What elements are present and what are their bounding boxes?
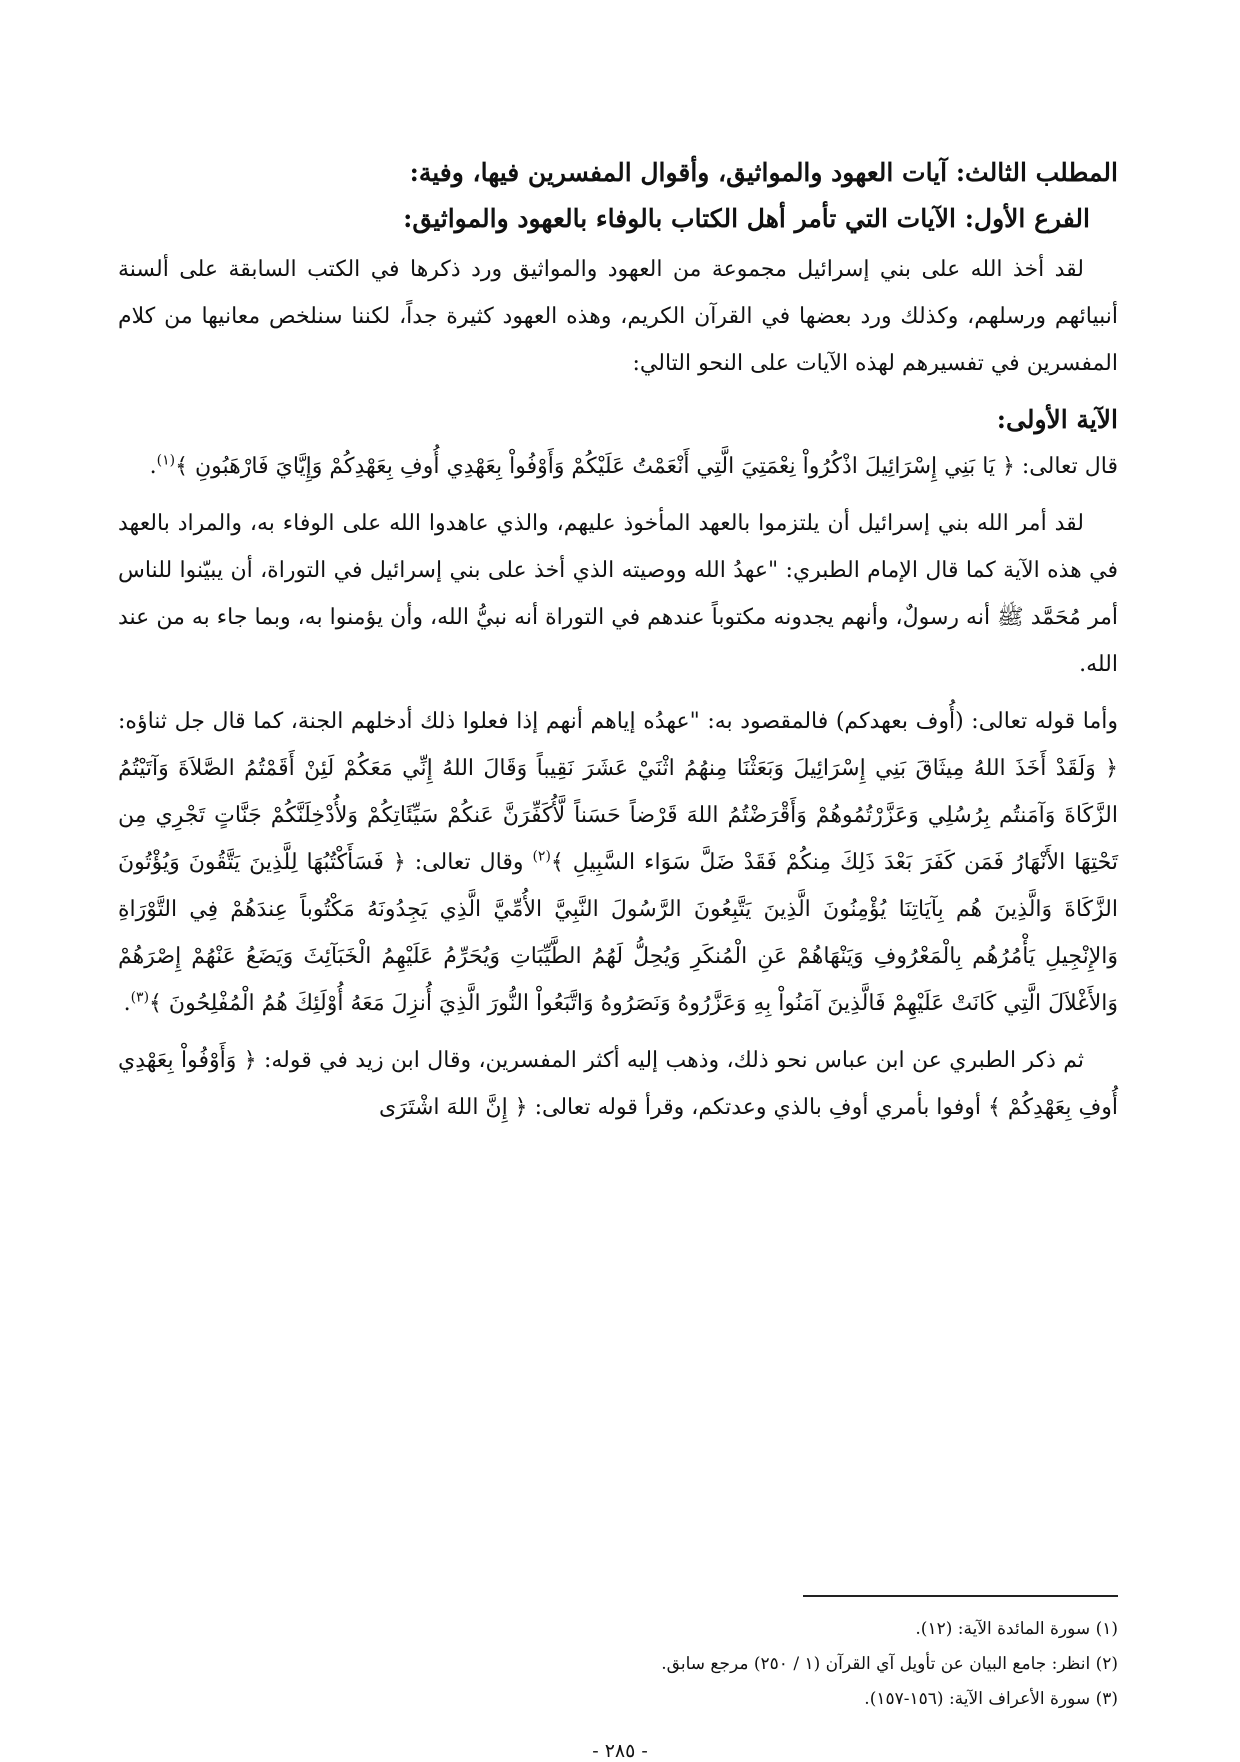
covenant-end: . — [123, 991, 131, 1016]
covenant-paragraph — [118, 698, 1118, 1027]
footnote-ref[interactable]: (٢) — [532, 848, 551, 865]
footnotes — [418, 1612, 1118, 1717]
footnote-item: (٣) سورة الأعراف الآية: (١٥٦-١٥٧). — [864, 1689, 1118, 1709]
ibn-abbas-part1: ثم ذكر الطبري عن ابن عباس نحو ذلك، وذهب إليه أكثر المفسرين، وقال ابن زيد في قوله: — [256, 1048, 1084, 1073]
document-page — [118, 150, 1118, 1141]
verse-heading: الآية الأولى: — [996, 405, 1118, 434]
covenant-text-part2: وقال تعالى: — [405, 850, 533, 875]
footnote-item: (١) سورة المائدة الآية: (١٢). — [915, 1619, 1118, 1639]
quran-verse: ﴿ إِنَّ اللهَ اشْتَرَى — [379, 1095, 528, 1120]
covenant-text-part1: وأما قوله تعالى: (أُوف بعهدكم) فالمقصود به: "عهدُه إياهم أنهم إذا فعلوا ذلك أدخلهم الجنة، كما قال جل ثناؤه: — [118, 709, 1118, 734]
verse-end: . — [149, 454, 157, 479]
verse-one-paragraph — [118, 443, 1118, 490]
section-title: المطلب الثالث: آيات العهود والمواثيق، وأقوال المفسرين فيها، وفية: — [409, 158, 1118, 187]
ibn-abbas-part2: أوفوا بأمري أوفِ بالذي وعدتكم، وقرأ قوله تعالى: — [527, 1095, 989, 1120]
footnote-ref[interactable]: (١) — [156, 452, 176, 469]
verse-lead: قال تعالى: — [1014, 454, 1118, 479]
footnote-item: (٢) انظر: جامع البيان عن تأويل آي القرآن (١ / ٢٥٠) مرجع سابق. — [661, 1654, 1118, 1674]
ibn-abbas-paragraph — [118, 1037, 1118, 1131]
section-subtitle: الفرع الأول: الآيات التي تأمر أهل الكتاب بالوفاء بالعهود والمواثيق: — [403, 204, 1090, 233]
tabari-paragraph: لقد أمر الله بني إسرائيل أن يلتزموا بالعهد المأخوذ عليهم، والذي عاهدوا الله على الوفاء به، والمراد بالعهد في هذه الآية كما قال الإمام الطبري: "عهدُ الله ووصيته الذي أخذ على بني إسرائيل في التوراة، أن يبيّنوا للناس أمر مُحَمَّد ﷺ أنه رسولٌ، وأنهم يجدونه مكتوباً عندهم في التوراة أنه نبيُّ الله، وأن يؤمنوا به، وبما جاء به من عند الله. — [118, 511, 1118, 677]
quran-verse: ﴿ يَا بَنِي إِسْرَائِيلَ اذْكُرُواْ نِعْمَتِيَ الَّتِي أَنْعَمْتُ عَلَيْكُمْ وَأَوْفُواْ بِعَهْدِي أُوفِ بِعَهْدِكُمْ وَإِيَّايَ فَارْهَبُونِ ﴾ — [175, 454, 1015, 479]
quran-verse: ﴿ فَسَأَكْتُبُهَا لِلَّذِينَ يَتَّقُونَ وَيُؤْتُونَ الزَّكَاةَ وَالَّذِينَ هُم بِآيَاتِنَا يُؤْمِنُونَ الَّذِينَ يَتَّبِعُونَ الرَّسُولَ النَّبِيَّ الأُمِّيَّ الَّذِي يَجِدُونَهُ مَكْتُوباً عِندَهُمْ فِي التَّوْرَاةِ وَالإِنْجِيلِ يَأْمُرُهُم بِالْمَعْرُوفِ وَيَنْهَاهُمْ عَنِ الْمُنكَرِ وَيُحِلُّ لَهُمُ الطَّيِّبَاتِ وَيُحَرِّمُ عَلَيْهِمُ الْخَبَآئِثَ وَيَضَعُ عَنْهُمْ إِصْرَهُمْ وَالأَغْلاَلَ الَّتِي كَانَتْ عَلَيْهِمْ فَالَّذِينَ آمَنُواْ بِهِ وَعَزَّرُوهُ وَنَصَرُوهُ وَاتَّبَعُواْ النُّورَ الَّذِيَ أُنزِلَ مَعَهُ أُوْلَئِكَ هُمُ الْمُفْلِحُونَ ﴾ — [118, 850, 1118, 1016]
quran-verse: ﴿ وَلَقَدْ أَخَذَ اللهُ مِيثَاقَ بَنِي إِسْرَائِيلَ وَبَعَثْنَا مِنهُمُ اثْنَيْ عَشَرَ نَقِيباً وَقَالَ اللهُ إِنِّي مَعَكُمْ لَئِنْ أَقَمْتُمُ الصَّلاَةَ وَآتَيْتُمُ الزَّكَاةَ وَآمَنتُم بِرُسُلِي وَعَزَّرْتُمُوهُمْ وَأَقْرَضْتُمُ اللهَ قَرْضاً حَسَناً لَّأُكَفِّرَنَّ عَنكُمْ سَيِّئَاتِكُمْ وَلأُدْخِلَنَّكُمْ جَنَّاتٍ تَجْرِي مِن تَحْتِهَا الأَنْهَارُ فَمَن كَفَرَ بَعْدَ ذَلِكَ مِنكُمْ فَقَدْ ضَلَّ سَوَاء السَّبِيلِ ﴾ — [118, 756, 1118, 875]
intro-paragraph: لقد أخذ الله على بني إسرائيل مجموعة من العهود والمواثيق ورد ذكرها في الكتب السابقة على ألسنة أنبيائهم ورسلهم، وكذلك ورد بعضها في القرآن الكريم، وهذه العهود كثيرة جداً، لكننا سنلخص معانيها من كلام المفسرين في تفسيرهم لهذه الآيات على النحو التالي: — [118, 257, 1118, 376]
footnote-divider — [803, 1595, 1118, 1597]
page-number: - ٢٨٥ - — [592, 1740, 648, 1762]
quran-verse: ﴿ وَأَوْفُواْ بِعَهْدِي أُوفِ بِعَهْدِكُمْ ﴾ — [118, 1048, 1118, 1120]
footnote-ref[interactable]: (٣) — [130, 989, 150, 1006]
